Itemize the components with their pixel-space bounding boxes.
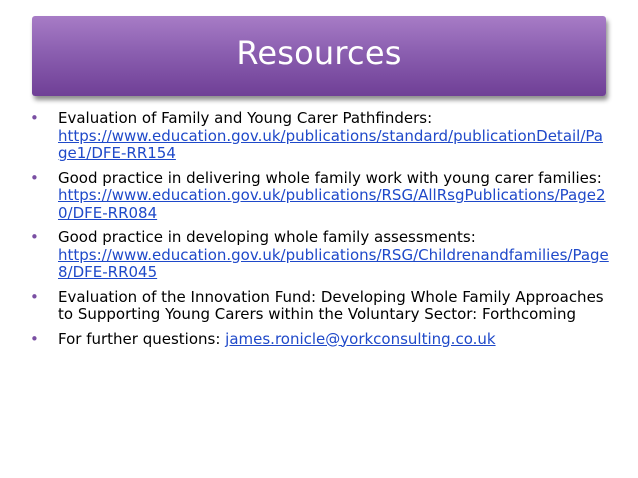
bullet-list: [22, 110, 612, 355]
bullet-item-assessments: [22, 229, 612, 282]
contact-email-link[interactable]: james.ronicle@yorkconsulting.co.uk: [225, 329, 496, 348]
bullet-text: Evaluation of the Innovation Fund: Developing Whole Family Approaches to Supporting Young Carers within the Voluntary Sector: Forthcoming: [58, 287, 604, 323]
bullet-icon: •: [30, 287, 39, 306]
bullet-text: Evaluation of Family and Young Carer Pathfinders:: [58, 109, 433, 127]
bullet-icon: •: [30, 329, 39, 348]
bullet-icon: •: [30, 228, 39, 246]
bullet-item-pathfinders: [22, 110, 612, 163]
title-bar: [32, 16, 606, 96]
bullet-icon: •: [30, 168, 39, 187]
slide-title: Resources: [236, 34, 402, 72]
bullet-text: Good practice in developing whole family assessments:: [58, 228, 476, 246]
bullet-icon: •: [30, 109, 39, 127]
resource-link[interactable]: https://www.education.gov.uk/publications/RSG/AllRsgPublications/Page20/DFE-RR084: [58, 186, 606, 222]
bullet-item-innovation-fund: [22, 289, 612, 324]
bullet-text: Good practice in delivering whole family work with young carer families:: [58, 168, 602, 187]
bullet-item-contact: [22, 331, 612, 349]
bullet-text: For further questions:: [58, 329, 226, 348]
resource-link[interactable]: https://www.education.gov.uk/publications/standard/publicationDetail/Page1/DFE-RR154: [58, 126, 603, 162]
resource-link[interactable]: https://www.education.gov.uk/publications/RSG/Childrenandfamilies/Page8/DFE-RR045: [58, 245, 609, 281]
bullet-item-delivering-practice: [22, 170, 612, 223]
